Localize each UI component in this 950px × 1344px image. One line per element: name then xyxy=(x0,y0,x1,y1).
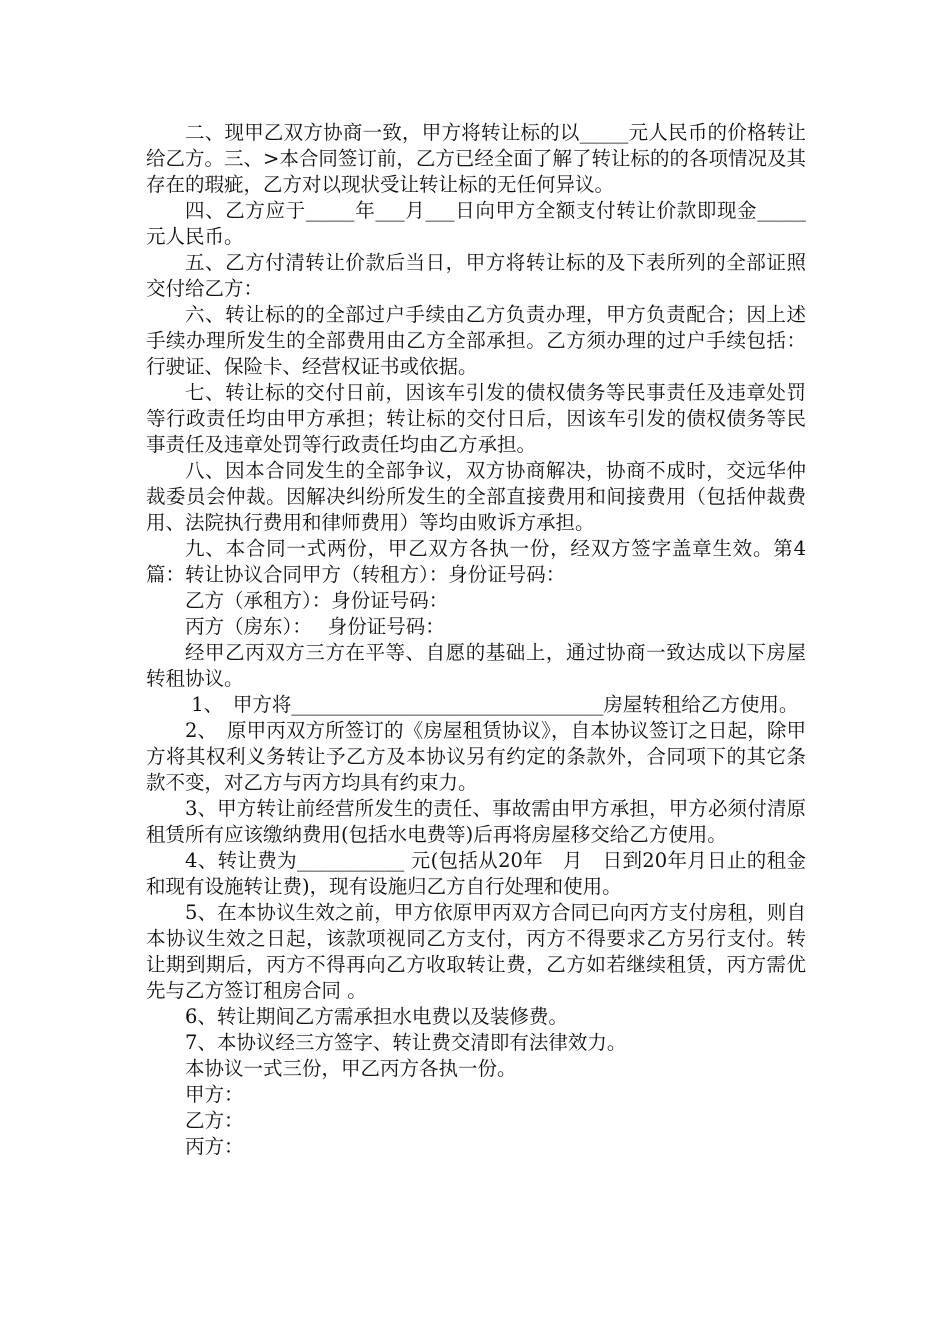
paragraph-delivery: 五、乙方付清转让价款后当日，甲方将转让标的及下表所列的全部证照交付给乙方： xyxy=(146,251,806,300)
clause-6: 6、转让期间乙方需承担水电费以及装修费。 xyxy=(185,1005,568,1028)
party-b-line: 乙方（承租方）：身份证号码： xyxy=(185,589,449,612)
clause-4: 4、转让费为___________ 元(包括从20年 月 日到20年月日止的租金和现有设施转让费)，现有设施归乙方自行处理和使用。 xyxy=(146,849,806,898)
paragraph-payment-date: 四、乙方应于_____年___月___日向甲方全额支付转让价款即现金_____元人民币。 xyxy=(146,199,806,248)
paragraph-disputes: 八、因本合同发生的全部争议，双方协商解决，协商不成时，交远华仲裁委员会仲裁。因解决纠纷所发生的全部直接费用和间接费用（包括仲裁费用、法院执行费用和律师费用）等均由败诉方承担。 xyxy=(146,459,806,534)
clause-5: 5、在本协议生效之前，甲方依原甲丙双方合同已向丙方支付房租，则自本协议生效之日起，该款项视同乙方支付，丙方不得要求乙方另行支付。转让期到期后，丙方不得再向乙方收取转让费，乙方如若继续租赁，丙方需优先与乙方签订租房合同 。 xyxy=(146,901,806,1002)
paragraph-price-terms: 二、现甲乙双方协商一致，甲方将转让标的以_____元人民币的价格转让给乙方。三、>本合同签订前，乙方已经全面了解了转让标的的各项情况及其存在的瑕疵，乙方对以现状受让转让标的无任何异议。 xyxy=(146,121,806,196)
party-c-line: 丙方（房东）： 身份证号码： xyxy=(185,615,445,638)
clause-3: 3、甲方转让前经营所发生的责任、事故需由甲方承担，甲方必须付清原租赁所有应该缴纳费用(包括水电费等)后再将房屋移交给乙方使用。 xyxy=(146,797,806,846)
paragraph-copies-and-heading: 九、本合同一式两份，甲乙双方各执一份，经双方签字盖章生效。第4篇：转让协议合同甲方（转租方）：身份证号码： xyxy=(146,537,806,586)
signature-party-b: 乙方： xyxy=(185,1109,244,1132)
paragraph-agreement-intro: 经甲乙丙双方三方在平等、自愿的基础上，通过协商一致达成以下房屋转租协议。 xyxy=(146,641,806,690)
signature-party-c: 丙方： xyxy=(185,1135,244,1158)
copies-statement: 本协议一式三份，甲乙丙方各执一份。 xyxy=(185,1057,517,1080)
clause-2: 2、 原甲丙双方所签订的《房屋租赁协议》，自本协议签订之日起，除甲方将其权利义务转让予乙方及本协议另有约定的条款外，合同项下的其它条款不变，对乙方与丙方均具有约束力。 xyxy=(146,719,806,794)
clause-7: 7、本协议经三方签字、转让费交清即有法律效力。 xyxy=(185,1031,627,1054)
signature-party-a: 甲方： xyxy=(185,1083,244,1106)
paragraph-transfer-procedures: 六、转让标的的全部过户手续由乙方负责办理，甲方负责配合；因上述手续办理所发生的全部费用由乙方全部承担。乙方须办理的过户手续包括：行驶证、保险卡、经营权证书或依据。 xyxy=(146,303,806,378)
paragraph-liability: 七、转让标的交付日前，因该车引发的债权债务等民事责任及违章处罚等行政责任均由甲方承担；转让标的交付日后，因该车引发的债权债务等民事责任及违章处罚等行政责任均由乙方承担。 xyxy=(146,381,806,456)
document-body xyxy=(146,120,806,1160)
clause-1: 1、 甲方将________________________________房屋转租给乙方使用。 xyxy=(185,693,799,716)
